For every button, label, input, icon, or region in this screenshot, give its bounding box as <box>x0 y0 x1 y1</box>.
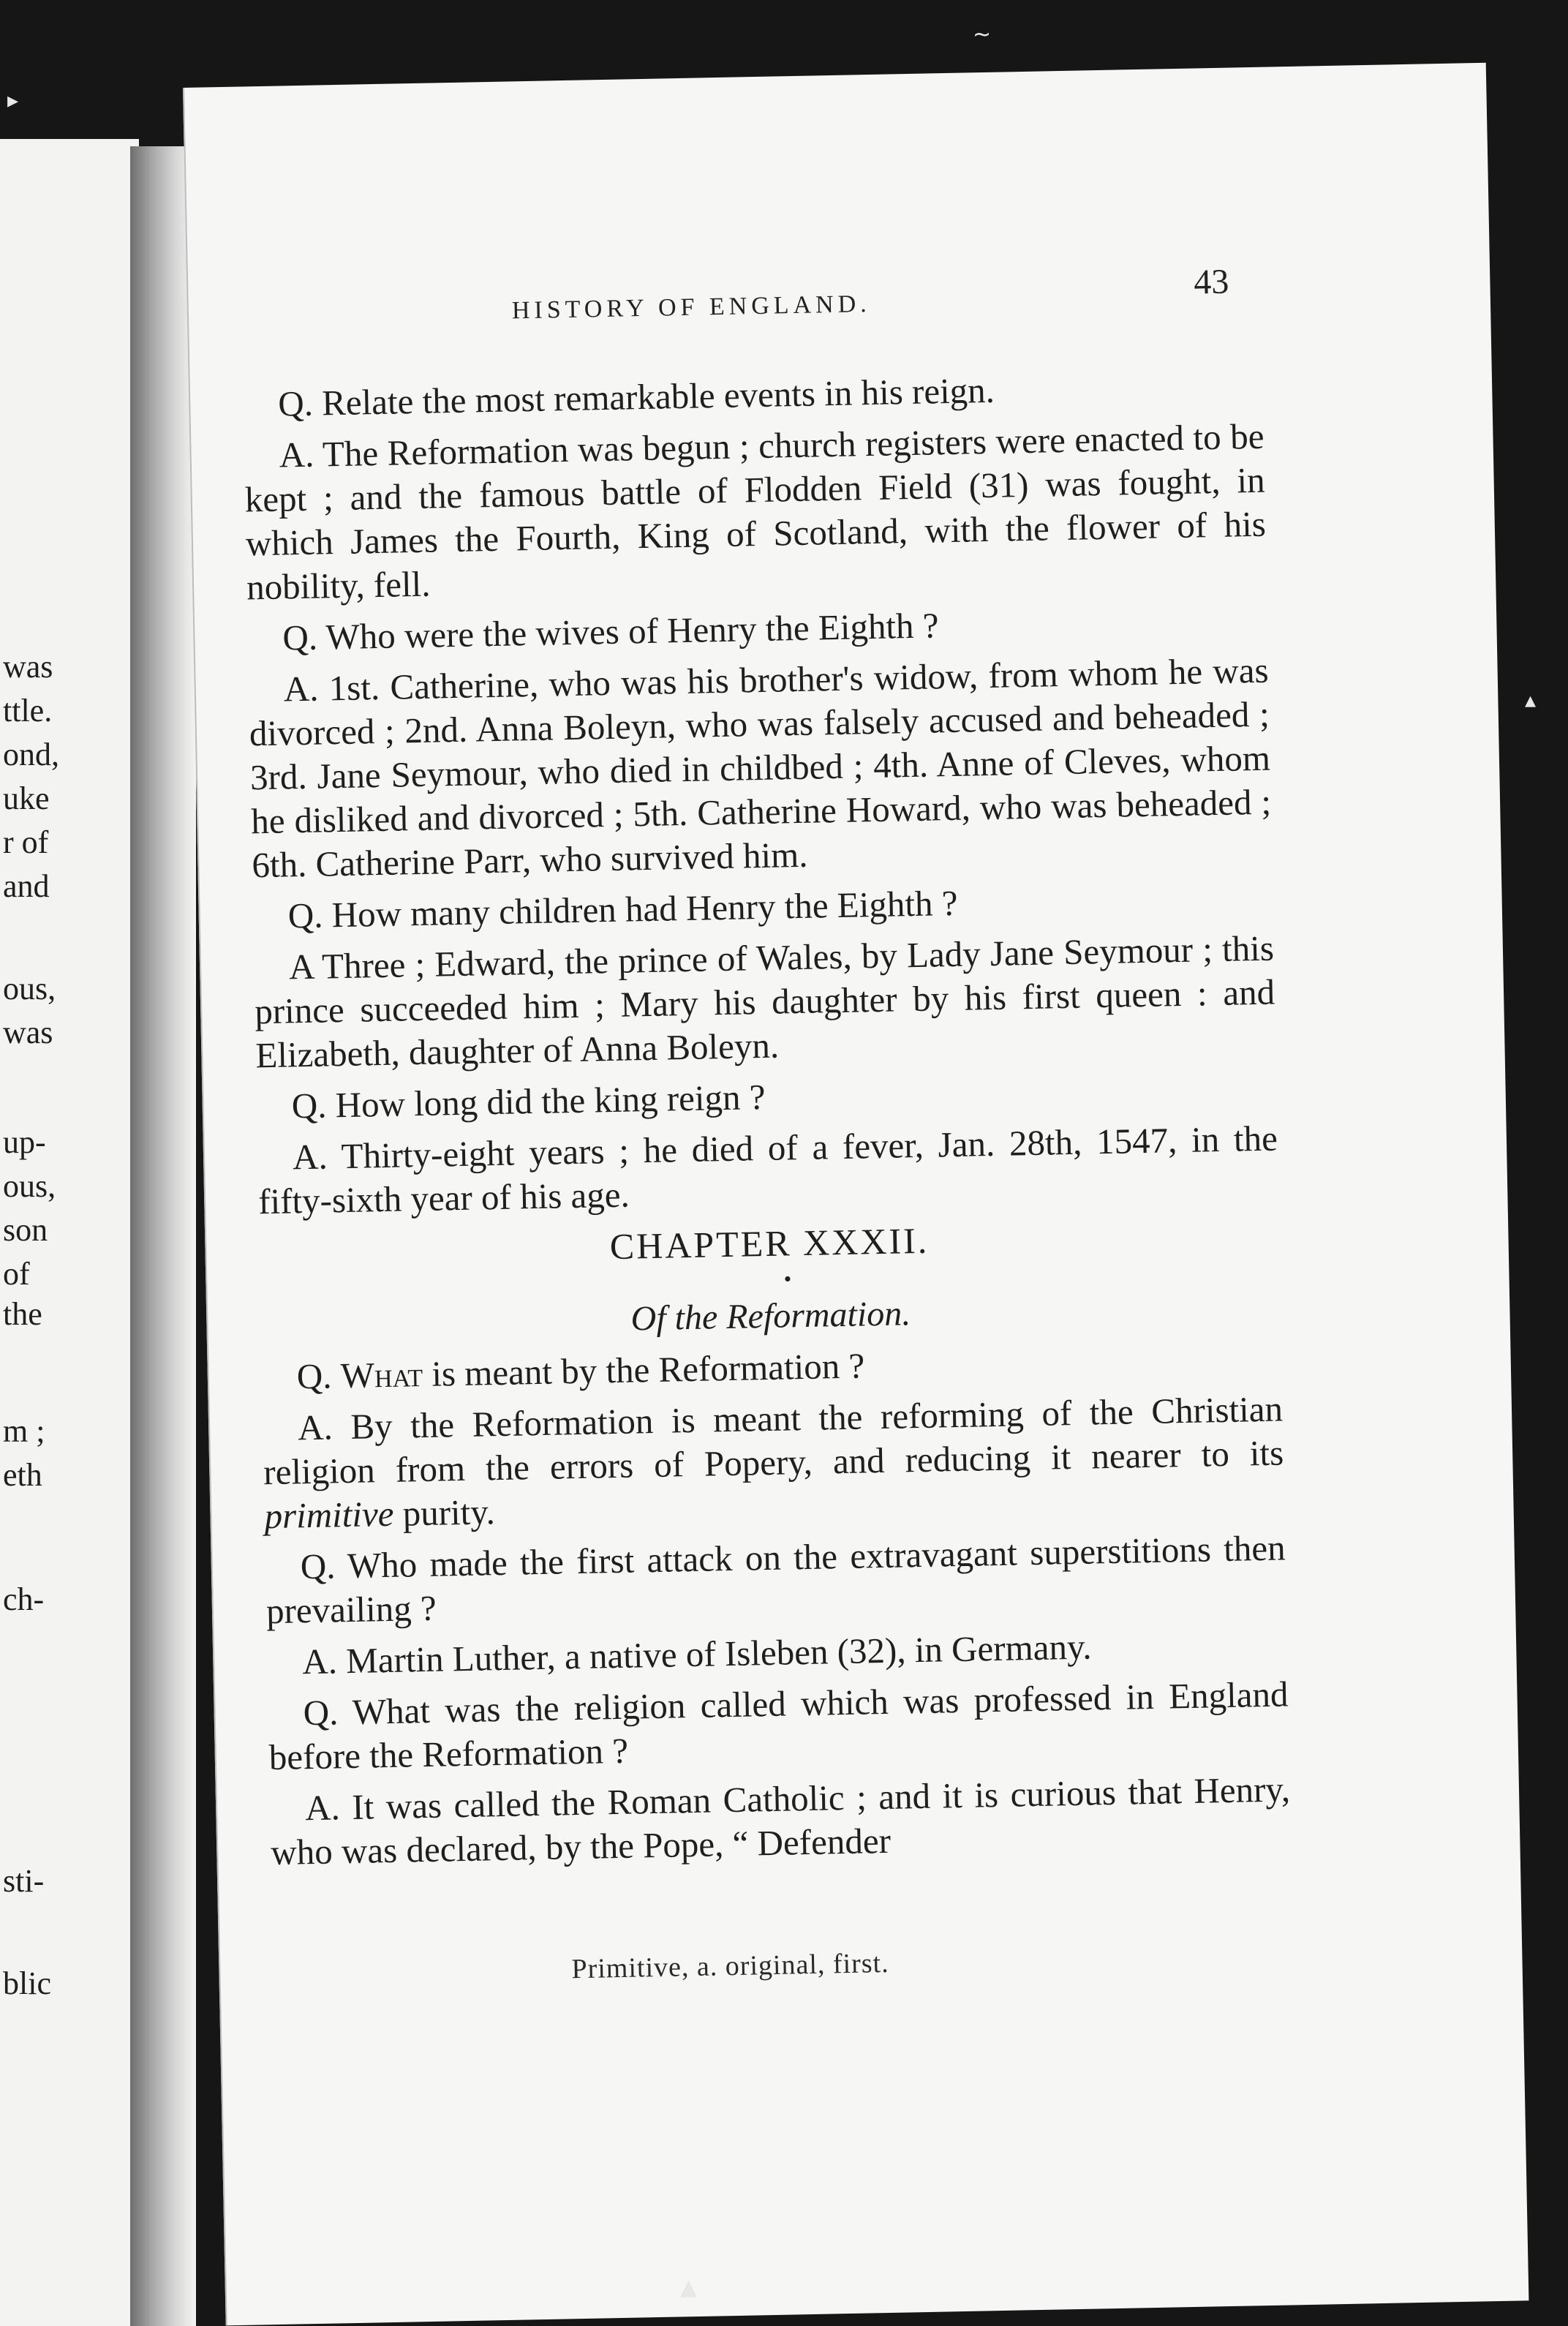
answer-text: A. By the Reformation is meant the reforming of the Christian religion from the errors of Popery, and reducing it nearer to its <box>263 1388 1284 1493</box>
left-page-fragment: and <box>3 868 50 904</box>
page-number: 43 <box>1193 262 1229 302</box>
left-page-fragment: ch- <box>3 1581 45 1617</box>
answer-paragraph: A. Thirty-eight years ; he died of a fever, Jan. 28th, 1547, in the fifty-sixth year of his age. <box>257 1118 1278 1222</box>
left-page-fragment: eth <box>3 1457 42 1493</box>
book-gutter-shadow <box>130 146 196 2326</box>
question-text: is meant by the Reformation ? <box>431 1345 865 1394</box>
page-body <box>243 364 1292 1882</box>
answer-paragraph: A. It was called the Roman Catholic ; and it is curious that Henry, who was declared, by the Pope, “ Defender <box>270 1769 1291 1873</box>
left-page-fragment: ond, <box>3 737 59 772</box>
question-paragraph: Q. Who were the wives of Henry the Eighth ? <box>282 605 939 658</box>
left-page-fragment: was <box>3 1015 53 1050</box>
left-page-fragment: r of <box>3 824 49 860</box>
question-paragraph: Q. Who made the first attack on the extravagant superstitions then prevailing ? <box>265 1527 1286 1632</box>
left-page-fragment: ttle. <box>3 693 53 729</box>
question-paragraph: Q. How many children had Henry the Eighth ? <box>287 882 958 936</box>
chapter-subtitle: Of the Reformation. <box>630 1294 911 1339</box>
italic-term: primitive <box>263 1493 394 1537</box>
scan-speck: ▴ <box>1525 688 1537 713</box>
left-page-fragment: the <box>3 1296 42 1332</box>
answer-paragraph: A. Martin Luther, a native of Isleben (32), in Germany. <box>301 1626 1092 1682</box>
chapter-title: CHAPTER XXXII. <box>609 1219 930 1268</box>
left-page-fragment: son <box>3 1212 48 1248</box>
chapter-ornament-dot: • <box>783 1267 792 1292</box>
question-smallcaps-word: What <box>340 1354 423 1396</box>
question-paragraph: Q. Relate the most remarkable events in his reign. <box>277 369 995 424</box>
previous-page-edge <box>0 139 139 2326</box>
question-prefix: Q. <box>296 1355 333 1397</box>
left-page-fragment: sti- <box>3 1863 45 1899</box>
answer-paragraph: A Three ; Edward, the prince of Wales, by Lady Jane Seymour ; this prince succeeded him ; Mary his daughter by his first queen : and Elizabeth, daughter of Anna Boleyn. <box>254 927 1275 1076</box>
left-page-fragment: uke <box>3 780 50 816</box>
scan-speck: ▲ <box>680 2275 698 2300</box>
running-header: HISTORY OF ENGLAND. <box>511 290 872 325</box>
answer-text-end: purity. <box>402 1491 496 1534</box>
left-page-fragment: ous, <box>3 971 56 1006</box>
answer-paragraph: A. 1st. Catherine, who was his brother's widow, from whom he was divorced ; 2nd. Anna Boleyn, who was falsely accused and beheaded ; 3rd. Jane Seymour, who died in childbed ; 4th. Anne of Cleves, whom he disliked and divorced ; 5th. Catherine Howard, who was beheaded ; 6th. Catherine Parr, who survived him. <box>249 650 1272 886</box>
left-page-fragment: blic <box>3 1965 51 2001</box>
answer-paragraph: A. The Reformation was begun ; church registers were enacted to be kept ; and the famous battle of Flodden Field (31) was fought, in which James the Fourth, King of Scotland, with the flower of his nobility, fell. <box>244 415 1267 608</box>
question-paragraph: Q. What was the religion called which was professed in England before the Reformation ? <box>268 1674 1289 1778</box>
book-page <box>183 63 1529 2326</box>
footnote: Primitive, a. original, first. <box>571 1947 890 1985</box>
left-page-fragment: up- <box>3 1124 46 1160</box>
question-paragraph: Q. How long did the king reign ? <box>291 1076 766 1126</box>
scan-speck: ▸ <box>7 88 19 113</box>
left-page-fragment: of <box>3 1256 30 1292</box>
left-page-fragment: m ; <box>3 1413 45 1449</box>
left-page-fragment: was <box>3 649 53 685</box>
answer-paragraph <box>263 1387 1285 1538</box>
scan-speck: ~ <box>973 22 992 48</box>
left-page-fragment: ous, <box>3 1168 56 1204</box>
